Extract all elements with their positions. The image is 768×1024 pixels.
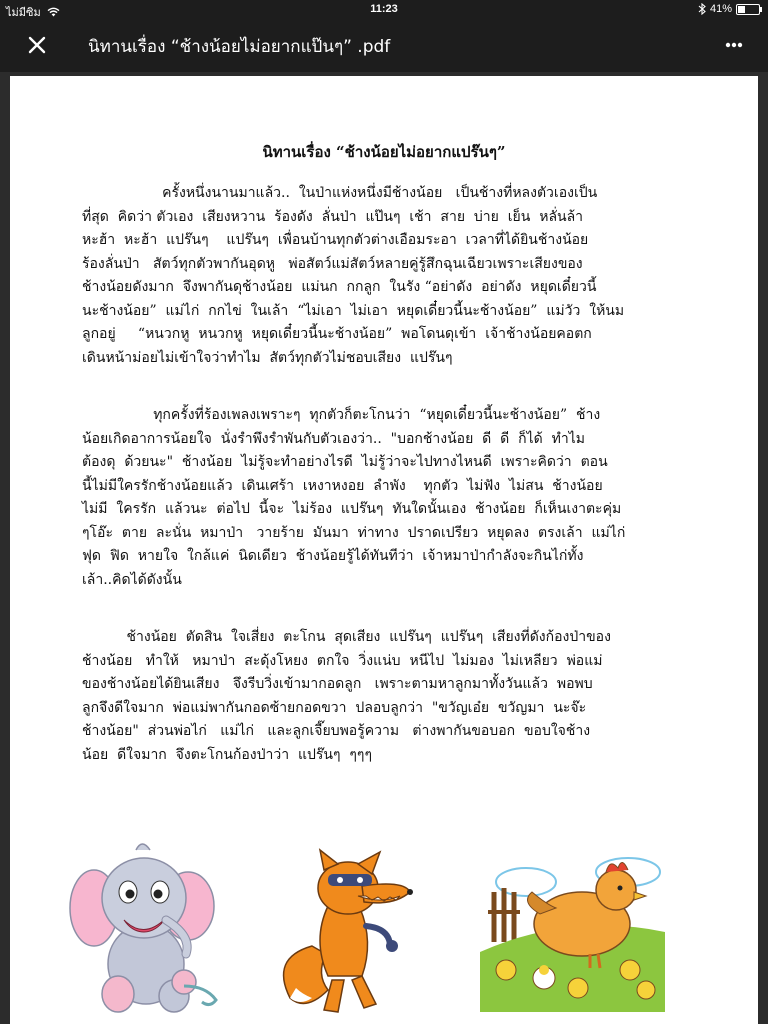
text-line: ร้องลั่นป่า สัตว์ทุกตัวพากันอุดหู พ่อสัตว์แม่สัตว์หลายคู่รู้สึกฉุนเฉียวเพราะเสียงของ <box>82 255 583 272</box>
status-bar <box>0 0 768 20</box>
clock: 11:23 <box>370 3 398 15</box>
paragraph-3 <box>82 626 688 767</box>
text-line: ลูกอยู่ “หนวกหู หนวกหู หยุดเดี๋ยวนี้นะช้างน้อย” พอโดนดุเข้า เจ้าช้างน้อยคอตก <box>82 326 592 342</box>
more-icon <box>725 42 743 48</box>
more-options-button[interactable] <box>722 32 746 58</box>
text-line: น้อย ดีใจมาก จึงตะโกนก้องป่าว่า แปร๊นๆ ๆๆๆ <box>82 746 372 763</box>
text-line: ลูกจึงดีใจมาก พ่อแม่พากันกอดซ้ายกอดขวา ปลอบลูกว่า "ขวัญเอ๋ย ขวัญมา นะจ๊ะ <box>82 699 587 716</box>
text-line: ฟุด ฟิด หายใจ ใกล้แค่ นิดเดียว ช้างน้อยรู้ได้ทันทีว่า เจ้าหมาป่ากำลังจะกินไก่ทั้ง <box>82 548 584 564</box>
fox-illustration <box>276 848 426 1018</box>
elephant-illustration <box>66 836 226 1016</box>
text-line: ช้างน้อย ทำให้ หมาป่า สะดุ้งโหยง ตกใจ วิ่งแน่บ หนีไป ไม่มอง ไม่เหลียว พ่อแม่ <box>82 652 603 669</box>
text-line: หะฮ้า หะฮ้า แปร๊นๆ แปร๊นๆ เพื่อนบ้านทุกตัวต่างเอือมระอา เวลาที่ได้ยินช้างน้อย <box>82 232 589 248</box>
close-icon <box>28 36 46 54</box>
battery-percent: 41% <box>709 3 732 15</box>
pdf-page[interactable] <box>10 76 758 1024</box>
text-line: เล้า..คิดได้ดังนั้น <box>82 571 182 588</box>
text-line: ช้างน้อย ตัดสิน ใจเสี่ยง ตะโกน สุดเสียง แปร๊นๆ แปร๊นๆ เสียงที่ดังก้องป่าของ <box>82 629 611 645</box>
paragraph-1 <box>82 182 688 370</box>
close-button[interactable] <box>22 30 52 60</box>
text-line: ครั้งหนึ่งนานมาแล้ว.. ในป่าแห่งหนึ่งมีช้างน้อย เป็นช้างที่หลงตัวเองเป็น <box>82 185 598 201</box>
viewer-toolbar <box>0 20 768 72</box>
story-title: นิทานเรื่อง “ช้างน้อยไม่อยากแปร๊นๆ” <box>262 143 506 161</box>
text-line: นี้ไม่มีใครรักช้างน้อยแล้ว เดินเศร้า เหงาหงอย ลำพัง ทุกตัว ไม่ฟัง ไม่สน ช้างน้อย <box>82 477 603 494</box>
text-line: ไม่มี ใครรัก แล้วนะ ต่อไป นี้จะ ไม่ร้อง แปร๊นๆ ทันใดนั้นเอง ช้างน้อย ก็เห็นเงาตะคุ่ม <box>82 501 622 517</box>
paragraph-2 <box>82 404 688 592</box>
text-line: ช้างน้อยดังมาก จึงพากันดุช้างน้อย แม่นก กกลูก ในรัง “อย่าดัง อย่าดัง หยุดเดี๋ยวนี้ <box>82 279 597 295</box>
system-indicators <box>698 3 760 15</box>
text-line: ทุกครั้งที่ร้องเพลงเพราะๆ ทุกตัวก็ตะโกนว่า “หยุดเดี๋ยวนี้นะช้างน้อย” ช้าง <box>82 407 601 423</box>
bluetooth-icon <box>698 3 706 15</box>
hen-illustration <box>480 852 665 1012</box>
text-line: นะช้างน้อย” แม่ไก่ กกไข่ ในเล้า “ไม่เอา ไม่เอา หยุดเดี๋ยวนี้นะช้างน้อย” แม่วัว ให้นม <box>82 302 625 319</box>
text-line: น้อยเกิดอาการน้อยใจ นั่งรำพึงรำพันกับตัวเองว่า.. "บอกช้างน้อย ดี ดี ก็ได้ ทำไม <box>82 430 586 447</box>
text-line: ช้างน้อย" ส่วนพ่อไก่ แม่ไก่ และลูกเจี๊ยบพอรู้ความ ต่างพากันขอบอก ขอบใจช้าง <box>82 723 591 739</box>
text-line: เดินหน้าม่อยไม่เข้าใจว่าทำไม สัตว์ทุกตัวไม่ชอบเสียง แปร๊นๆ <box>82 349 453 366</box>
text-line: ต้องดุ ด้วยนะ" ช้างน้อย ไม่รู้จะทำอย่างไรดี ไม่รู้ว่าจะไปทางไหนดี เพราะคิดว่า ตอน <box>82 454 608 470</box>
battery-level <box>738 6 745 13</box>
battery-icon <box>736 4 760 15</box>
text-line: ที่สุด คิดว่า ตัวเอง เสียงหวาน ร้องดัง ลั่นป่า แป๊นๆ เช้า สาย บ่าย เย็น หลั่นล้า <box>82 208 584 225</box>
text-line: ๆโอ๊ะ ตาย ละนั่น หมาป่า วายร้าย มันมา ท่าทาง ปราดเปรียว หยุดลง ตรงเล้า แม่ไก่ <box>82 524 626 541</box>
document-file-name: นิทานเรื่อง “ช้างน้อยไม่อยากแป๊นๆ” .pdf <box>88 37 391 57</box>
text-line: ของช้างน้อยได้ยินเสียง จึงรีบวิ่งเข้ามากอดลูก เพราะตามหาลูกมาทั้งวันแล้ว พอพบ <box>82 676 593 692</box>
carrier-label: ไม่มีซิม <box>6 7 41 19</box>
